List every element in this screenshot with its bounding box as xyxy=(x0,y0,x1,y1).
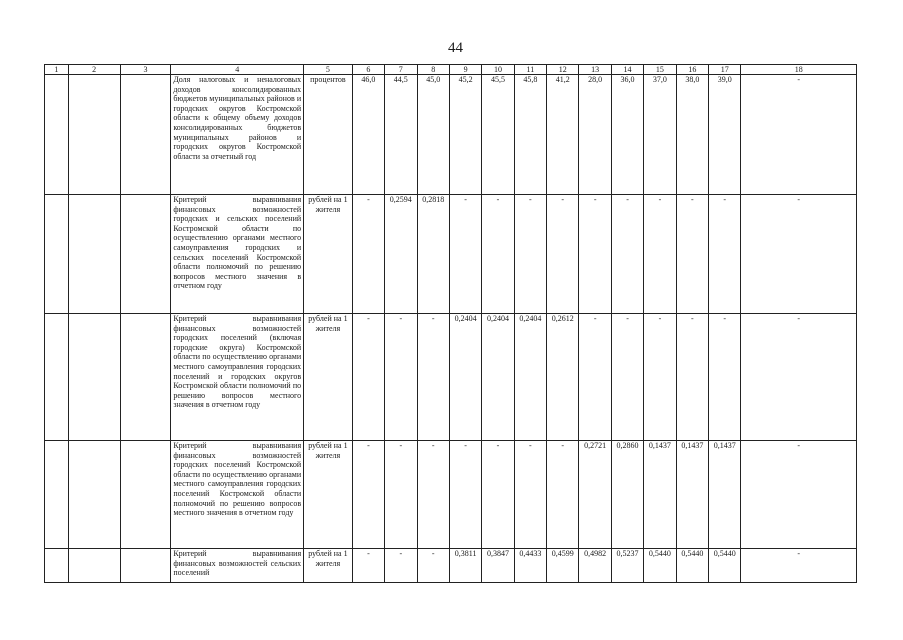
column-number: 9 xyxy=(449,65,481,75)
value-cell: 0,5440 xyxy=(676,549,708,583)
value-cell: - xyxy=(676,195,708,314)
unit-cell: рублей на 1 жителя xyxy=(304,195,353,314)
column-number: 4 xyxy=(171,65,304,75)
indicator-description: Критерий выравнивания финансовых возможностей городских и сельских поселений Костромской области по осуществлению органами местного самоуправления городских и сельских поселений Костромской области полномочий по решению вопросов местного значения в отчетном году xyxy=(171,195,304,314)
column-number: 3 xyxy=(120,65,171,75)
value-cell: 0,5440 xyxy=(644,549,676,583)
value-cell: - xyxy=(579,314,611,441)
value-cell: 44,5 xyxy=(385,75,417,195)
column-number: 17 xyxy=(709,65,741,75)
empty-cell xyxy=(68,314,120,441)
value-cell: - xyxy=(417,549,449,583)
column-number: 15 xyxy=(644,65,676,75)
value-cell: 0,2612 xyxy=(547,314,579,441)
unit-cell: процентов xyxy=(304,75,353,195)
value-cell: 0,1437 xyxy=(676,441,708,549)
value-cell: 0,2594 xyxy=(385,195,417,314)
empty-cell xyxy=(45,314,69,441)
value-cell: - xyxy=(449,195,481,314)
value-cell: 0,3811 xyxy=(449,549,481,583)
empty-cell xyxy=(120,441,171,549)
empty-cell xyxy=(45,549,69,583)
column-number: 2 xyxy=(68,65,120,75)
empty-cell xyxy=(68,195,120,314)
value-cell: - xyxy=(385,314,417,441)
empty-cell xyxy=(68,549,120,583)
value-cell: 0,4433 xyxy=(514,549,546,583)
value-cell: - xyxy=(709,195,741,314)
value-cell: - xyxy=(417,314,449,441)
table-row xyxy=(45,195,857,314)
value-cell: 45,2 xyxy=(449,75,481,195)
table-row xyxy=(45,441,857,549)
value-cell: 0,4599 xyxy=(547,549,579,583)
value-cell: - xyxy=(385,549,417,583)
note-cell: - xyxy=(741,75,857,195)
column-number: 12 xyxy=(547,65,579,75)
unit-cell: рублей на 1 жителя xyxy=(304,441,353,549)
value-cell: - xyxy=(514,441,546,549)
column-number: 13 xyxy=(579,65,611,75)
column-number: 6 xyxy=(352,65,384,75)
value-cell: 0,2721 xyxy=(579,441,611,549)
table-row xyxy=(45,75,857,195)
value-cell: - xyxy=(352,314,384,441)
value-cell: - xyxy=(385,441,417,549)
note-cell: - xyxy=(741,195,857,314)
value-cell: 0,4982 xyxy=(579,549,611,583)
empty-cell xyxy=(45,75,69,195)
value-cell: 45,5 xyxy=(482,75,514,195)
value-cell: - xyxy=(352,441,384,549)
value-cell: 28,0 xyxy=(579,75,611,195)
value-cell: - xyxy=(611,314,643,441)
table-row xyxy=(45,314,857,441)
value-cell: - xyxy=(352,549,384,583)
value-cell: 0,5237 xyxy=(611,549,643,583)
value-cell: - xyxy=(417,441,449,549)
value-cell: 0,2404 xyxy=(514,314,546,441)
unit-cell: рублей на 1 жителя xyxy=(304,314,353,441)
value-cell: 0,1437 xyxy=(709,441,741,549)
value-cell: 36,0 xyxy=(611,75,643,195)
value-cell: - xyxy=(611,195,643,314)
empty-cell xyxy=(68,441,120,549)
empty-cell xyxy=(68,75,120,195)
indicator-description: Критерий выравнивания финансовых возможностей сельских поселений xyxy=(171,549,304,583)
column-number: 5 xyxy=(304,65,353,75)
indicators-table xyxy=(44,64,857,583)
column-number: 7 xyxy=(385,65,417,75)
indicator-description: Критерий выравнивания финансовых возможностей городских поселений (включая городские округа) Костромской области по осуществлению органами местного самоуправления городских поселений и городских округов Костромской области полномочий по решению вопросов местного значения в отчетном году xyxy=(171,314,304,441)
empty-cell xyxy=(120,195,171,314)
value-cell: 0,5440 xyxy=(709,549,741,583)
value-cell: 37,0 xyxy=(644,75,676,195)
value-cell: - xyxy=(449,441,481,549)
column-number: 8 xyxy=(417,65,449,75)
value-cell: 0,2404 xyxy=(482,314,514,441)
value-cell: - xyxy=(676,314,708,441)
empty-cell xyxy=(45,195,69,314)
value-cell: - xyxy=(709,314,741,441)
value-cell: 38,0 xyxy=(676,75,708,195)
value-cell: - xyxy=(547,441,579,549)
table-row xyxy=(45,549,857,583)
column-number: 1 xyxy=(45,65,69,75)
empty-cell xyxy=(45,441,69,549)
value-cell: 45,0 xyxy=(417,75,449,195)
column-number: 18 xyxy=(741,65,857,75)
value-cell: - xyxy=(352,195,384,314)
column-number: 10 xyxy=(482,65,514,75)
page-number: 44 xyxy=(448,40,463,56)
note-cell: - xyxy=(741,549,857,583)
value-cell: - xyxy=(644,195,676,314)
header-row xyxy=(45,65,857,75)
value-cell: 0,3847 xyxy=(482,549,514,583)
column-number: 14 xyxy=(611,65,643,75)
value-cell: - xyxy=(579,195,611,314)
unit-cell: рублей на 1 жителя xyxy=(304,549,353,583)
value-cell: - xyxy=(514,195,546,314)
value-cell: 46,0 xyxy=(352,75,384,195)
empty-cell xyxy=(120,549,171,583)
empty-cell xyxy=(120,314,171,441)
value-cell: 41,2 xyxy=(547,75,579,195)
value-cell: - xyxy=(547,195,579,314)
column-number: 16 xyxy=(676,65,708,75)
value-cell: 0,1437 xyxy=(644,441,676,549)
value-cell: 39,0 xyxy=(709,75,741,195)
empty-cell xyxy=(120,75,171,195)
indicator-description: Критерий выравнивания финансовых возможностей городских поселений Костромской области по осуществлению органами местного самоуправления городских поселений Костромской области полномочий по решению вопросов местного значения в отчетном году xyxy=(171,441,304,549)
value-cell: 0,2818 xyxy=(417,195,449,314)
value-cell: - xyxy=(482,195,514,314)
indicator-description: Доля налоговых и неналоговых доходов консолидированных бюджетов муниципальных районов и городских округов Костромской области к общему объему доходов консолидированных бюджетов муниципальных районов и городских округов Костромской области за отчетный год xyxy=(171,75,304,195)
note-cell: - xyxy=(741,314,857,441)
value-cell: 45,8 xyxy=(514,75,546,195)
value-cell: - xyxy=(644,314,676,441)
column-number: 11 xyxy=(514,65,546,75)
value-cell: 0,2860 xyxy=(611,441,643,549)
note-cell: - xyxy=(741,441,857,549)
value-cell: - xyxy=(482,441,514,549)
value-cell: 0,2404 xyxy=(449,314,481,441)
